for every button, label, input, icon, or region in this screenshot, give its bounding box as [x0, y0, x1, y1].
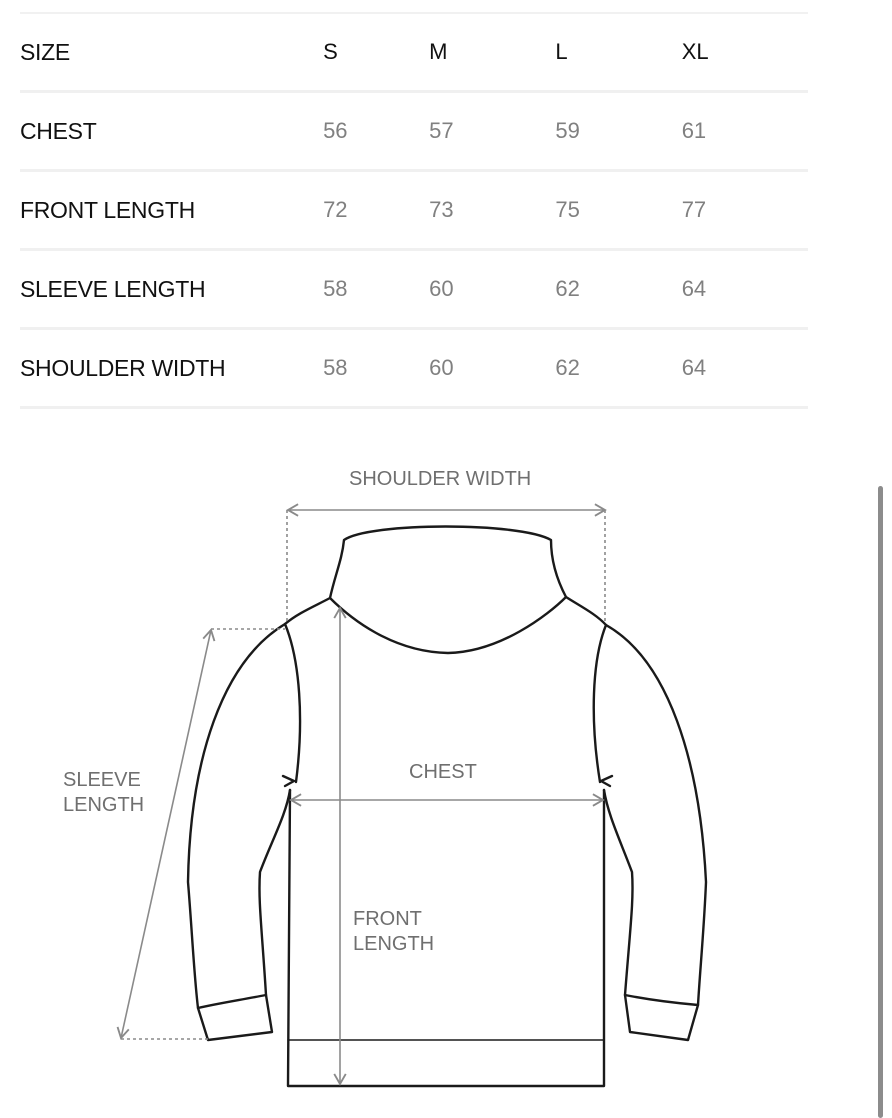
left-sleeve-outer	[188, 624, 285, 1008]
sleeve-length-l: 62	[555, 250, 681, 329]
right-shoulder-seam	[566, 597, 606, 625]
table-row-sleeve-length	[20, 250, 808, 329]
shoulder-width-l: 62	[555, 329, 681, 408]
front-length-label-line2: LENGTH	[353, 933, 435, 955]
front-length-m: 73	[429, 171, 555, 250]
size-chart-table	[20, 12, 808, 409]
header-size-l: L	[555, 14, 681, 92]
left-sleeve-inner	[259, 790, 290, 995]
left-drawstring-tip	[283, 776, 294, 786]
left-shoulder-seam	[285, 598, 330, 624]
vertical-scrollbar[interactable]	[878, 486, 883, 1118]
row-label-chest: CHEST	[20, 92, 323, 171]
right-sleeve-outer	[606, 625, 706, 1005]
measurement-diagram	[0, 440, 892, 1118]
chest-l: 59	[555, 92, 681, 171]
hoodie-outline	[188, 527, 706, 1087]
front-length-s: 72	[323, 171, 429, 250]
front-length-xl: 77	[682, 171, 808, 250]
row-label-sleeve-length: SLEEVE LENGTH	[20, 250, 323, 329]
chest-xl: 61	[682, 92, 808, 171]
shoulder-width-label: SHOULDER WIDTH	[349, 468, 532, 490]
sleeve-length-arrow	[121, 630, 211, 1038]
table-header-row	[20, 14, 808, 92]
table-row-chest	[20, 92, 808, 171]
chest-s: 56	[323, 92, 429, 171]
shoulder-width-m: 60	[429, 329, 555, 408]
shoulder-width-xl: 64	[682, 329, 808, 408]
chest-label: CHEST	[409, 761, 477, 783]
sleeve-length-label-line2: LENGTH	[63, 794, 145, 816]
table-row-front-length	[20, 171, 808, 250]
header-size-label: SIZE	[20, 14, 323, 92]
row-label-shoulder-width: SHOULDER WIDTH	[20, 329, 323, 408]
measurement-guides	[121, 510, 605, 1084]
chest-m: 57	[429, 92, 555, 171]
front-length-label-line1: FRONT	[353, 908, 422, 930]
header-size-xl: XL	[682, 14, 808, 92]
right-cuff	[625, 995, 698, 1040]
shoulder-width-s: 58	[323, 329, 429, 408]
right-armhole	[594, 625, 606, 782]
hoodie-body	[288, 790, 604, 1086]
left-armhole	[285, 624, 300, 782]
sleeve-length-xl: 64	[682, 250, 808, 329]
right-drawstring-tip	[601, 776, 612, 786]
table-row-shoulder-width	[20, 329, 808, 408]
hoodie-hood	[330, 527, 566, 654]
front-length-l: 75	[555, 171, 681, 250]
sleeve-length-label-line1: SLEEVE	[63, 769, 141, 791]
sleeve-length-s: 58	[323, 250, 429, 329]
sleeve-length-m: 60	[429, 250, 555, 329]
header-size-s: S	[323, 14, 429, 92]
right-sleeve-inner	[604, 790, 633, 995]
row-label-front-length: FRONT LENGTH	[20, 171, 323, 250]
left-cuff	[198, 995, 272, 1040]
header-size-m: M	[429, 14, 555, 92]
